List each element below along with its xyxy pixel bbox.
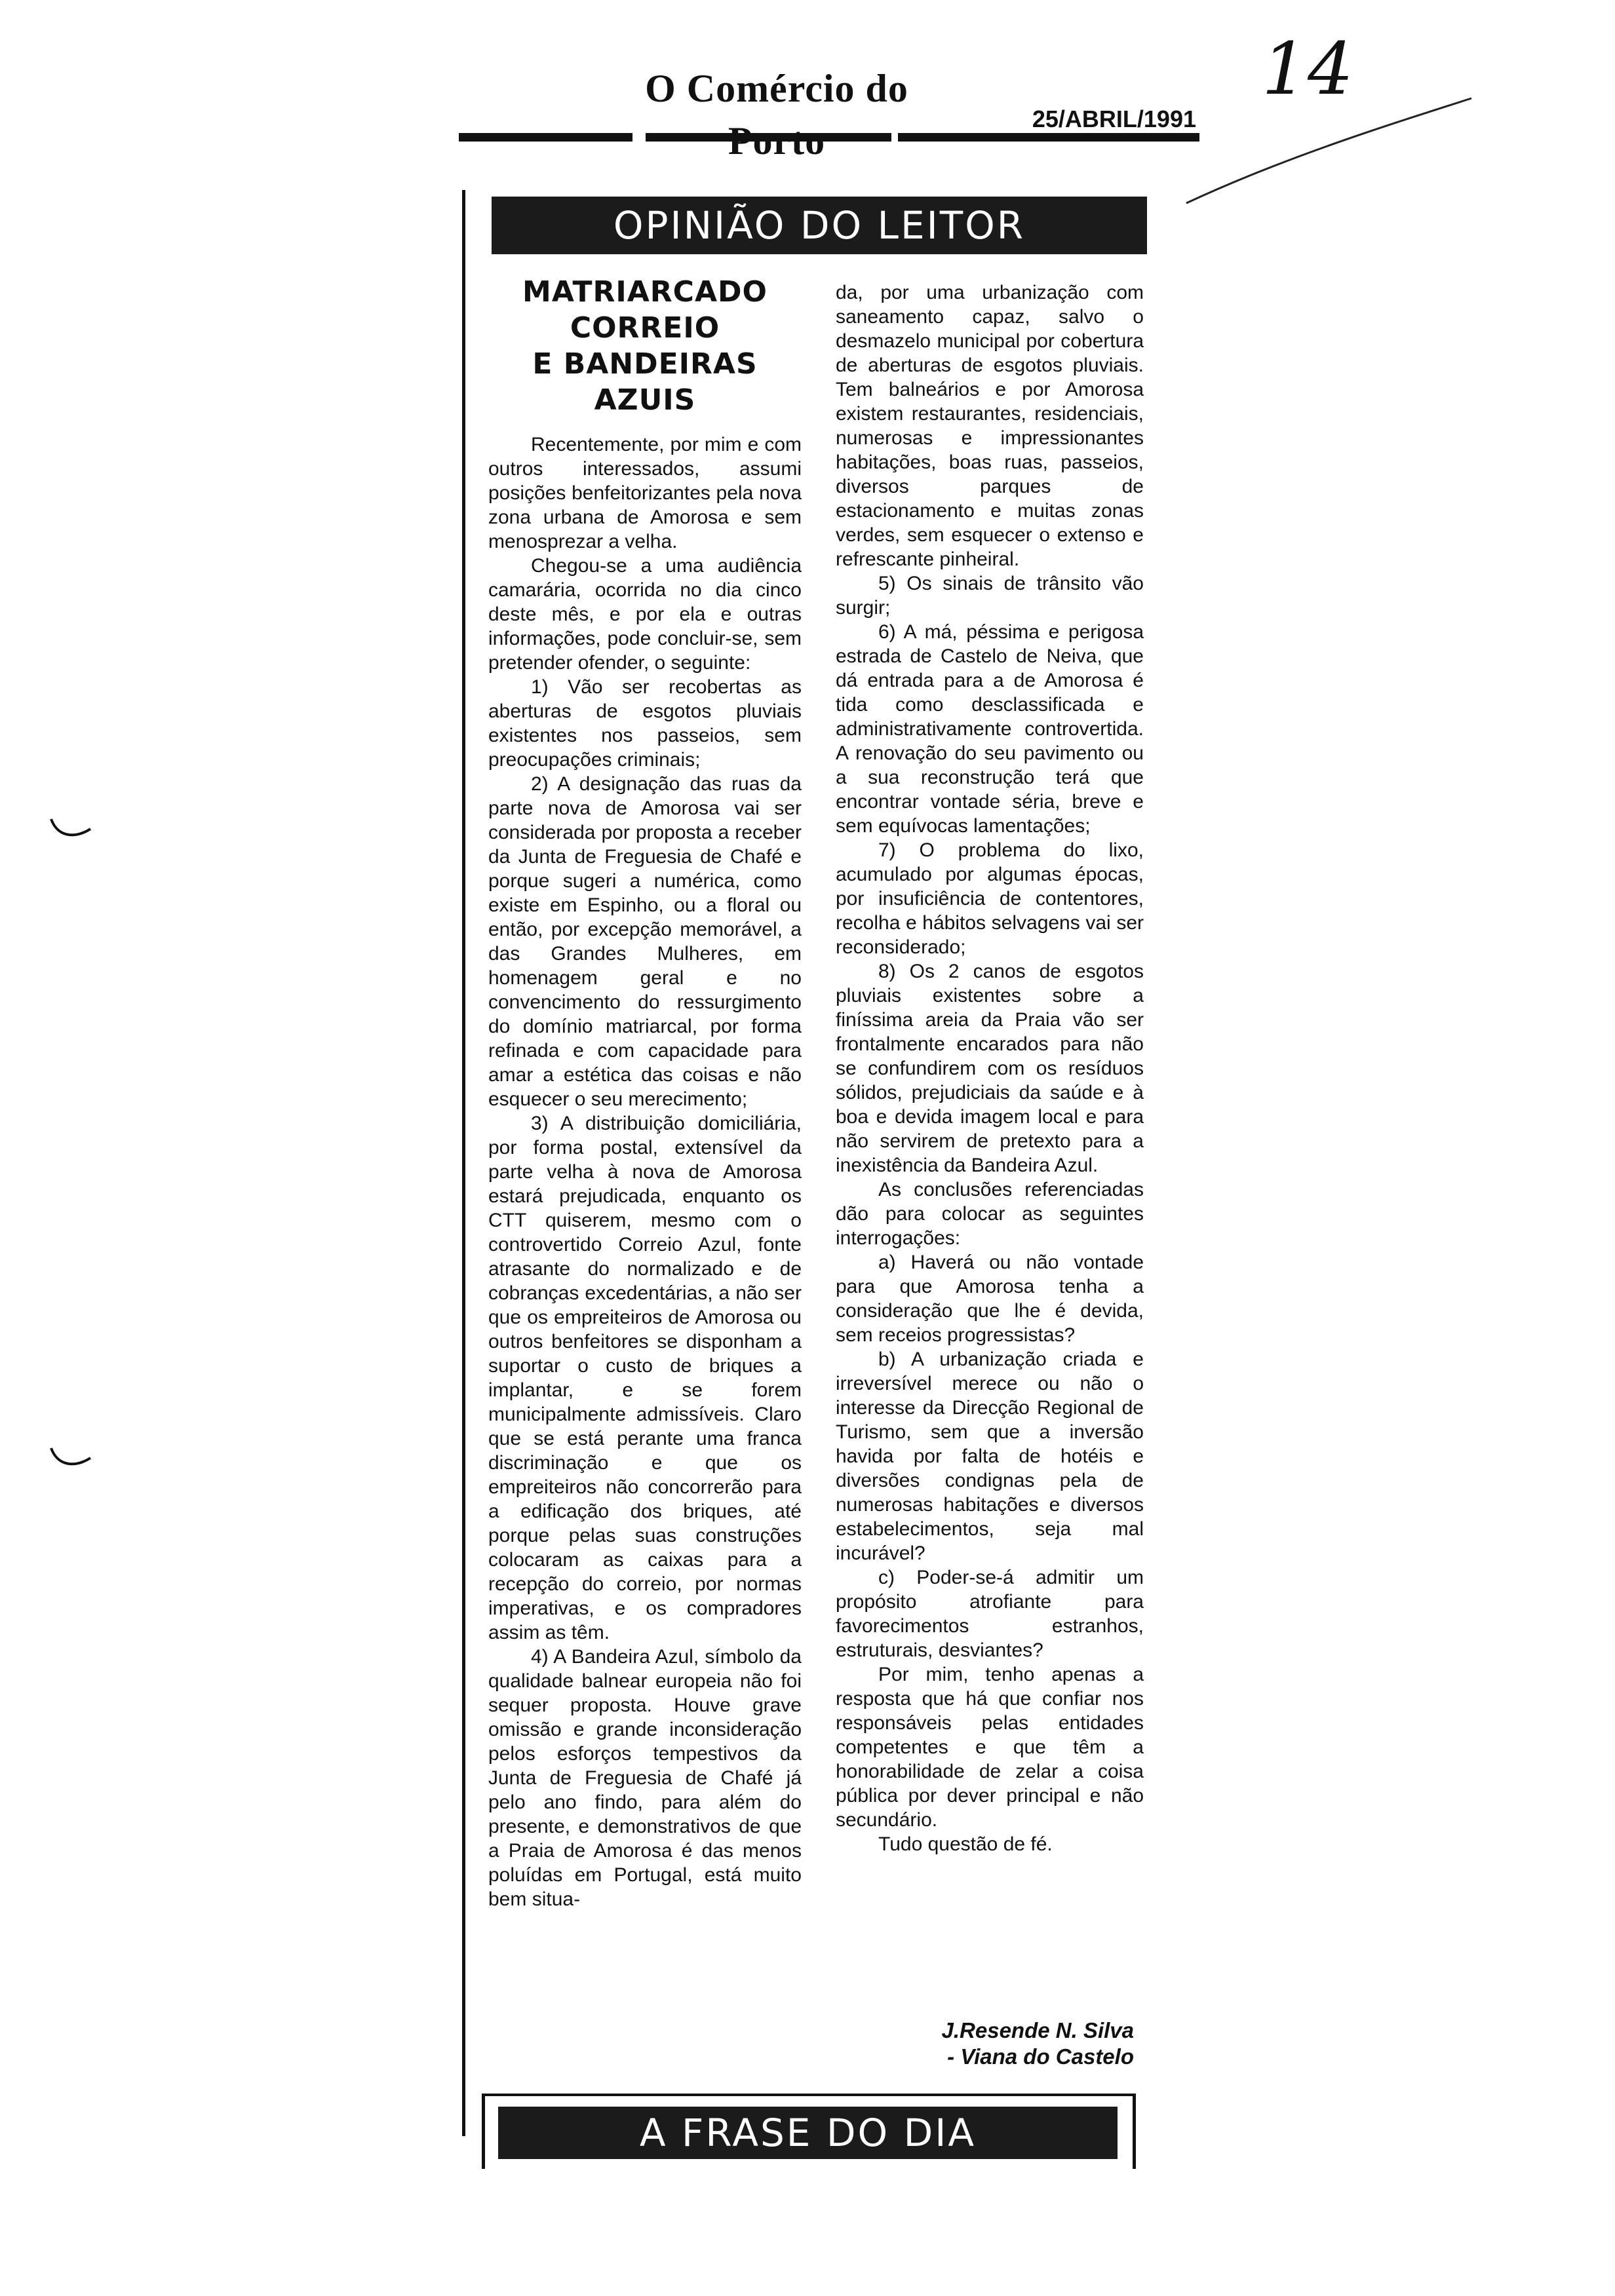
bottom-section-banner: A FRASE DO DIA [498, 2107, 1118, 2159]
article-column-right [836, 280, 1144, 1856]
article-paragraph: 3) A distribuição domiciliária, por forma postal, extensível da parte velha à nova de Amorosa estará prejudicada, enquanto os CTT quiserem, mesmo com o controvertido Correio Azul, fonte atrasante do normalizado e de cobranças excedentárias, a não ser que os empreiteiros de Amorosa ou outros benfeitores se disponham a suportar o custo de briques a implantar, e se forem municipalmente admissíveis. Claro que se está perante uma franca discriminação e que os empreiteiros não concorrerão para a edificação dos briques, até porque pelas suas construções colocaram as caixas para a recepção do correio, por normas imperativas, e os compradores assim as têm. [488, 1113, 802, 1643]
article-paragraph: 7) O problema do lixo, acumulado por algumas épocas, por insuficiência de contentores, recolha e hábitos selvagens vai ser reconsiderado; [836, 839, 1144, 958]
scan-mark [46, 1442, 98, 1474]
article-column-left [488, 274, 802, 1911]
article-paragraph: c) Poder-se-á admitir um propósito atrofiante para favorecimentos estranhos, estruturais, desviantes? [836, 1567, 1144, 1661]
article-paragraph: a) Haverá ou não vontade para que Amorosa tenha a consideração que lhe é devida, sem receios progressistas? [836, 1252, 1144, 1346]
bottom-frame-line-left [482, 2094, 485, 2169]
section-banner: OPINIÃO DO LEITOR [492, 197, 1147, 254]
article-paragraph-continued: da, por uma urbanização com saneamento capaz, salvo o desmazelo municipal por cobertura de aberturas de esgotos pluviais. Tem balneários e por Amorosa existem restaurantes, residenciais, numerosas e impressionantes habitações, boas ruas, passeios, diversos parques de estacionamento e muitas zonas verdes, sem esquecer o extenso e refrescante pinheiral. [836, 282, 1144, 570]
headline-line: MATRIARCADO [522, 275, 768, 309]
article-paragraph: 1) Vão ser recobertas as aberturas de esgotos pluviais existentes nos passeios, sem preocupações criminais; [488, 676, 802, 771]
headline-line: AZUIS [594, 383, 696, 417]
author-location: - Viana do Castelo [947, 2044, 1134, 2069]
article-paragraph: Por mim, tenho apenas a resposta que há que confiar nos responsáveis pelas entidades competentes e que têm a honorabilidade de zelar a coisa pública por dever principal e não secundário. [836, 1664, 1144, 1831]
masthead-rule-center [646, 133, 891, 142]
handwritten-stroke [1114, 85, 1481, 216]
article-paragraph: As conclusões referenciadas dão para colocar as seguintes interrogações: [836, 1179, 1144, 1249]
bottom-frame-line-top [482, 2094, 1136, 2096]
article-paragraph: 4) A Bandeira Azul, símbolo da qualidade balnear europeia não foi sequer proposta. Houve grave omissão e grande inconsideração pelos esforços tempestivos da Junta de Freguesia de Chafé já pelo ano findo, para além do presente, e demonstrativos de que a Praia de Amorosa é das menos poluídas em Portugal, está muito bem situa- [488, 1646, 802, 1910]
article-paragraph: 8) Os 2 canos de esgotos pluviais existentes sobre a finíssima areia da Praia vão ser frontalmente encarados para não se confundirem com os resíduos sólidos, prejudiciais da saúde e à boa e devida imagem local e para não servirem de pretexto para a inexistência da Bandeira Azul. [836, 961, 1144, 1176]
masthead-rule-left [459, 133, 632, 142]
headline-line: CORREIO [570, 311, 720, 345]
article-paragraph: 5) Os sinais de trânsito vão surgir; [836, 573, 1144, 619]
scan-mark [46, 813, 98, 845]
article-paragraph: 2) A designação das ruas da parte nova de Amorosa vai ser considerada por proposta a receber da Junta de Freguesia de Chafé e porque sugeri a numérica, como existe em Espinho, ou a floral ou então, por excepção memorável, a das Grandes Mulheres, em homenagem geral e no convencimento do ressurgimento do domínio matriarcal, por forma refinada e com capacidade para amar a estética das coisas e não esquecer o seu merecimento; [488, 773, 802, 1110]
article-paragraph: 6) A má, péssima e perigosa estrada de Castelo de Neiva, que dá entrada para a de Amorosa é tida como desclassificada e administrativamente controvertida. A renovação do seu pavimento ou a sua reconstrução terá que encontrar vontade séria, breve e sem equívocas lamentações; [836, 621, 1144, 837]
article-paragraph: Tudo questão de fé. [878, 1833, 1053, 1855]
article-frame-line [462, 190, 465, 2136]
article-paragraph: Chegou-se a uma audiência camarária, ocorrida no dia cinco deste mês, e por ela e outras informações, pode concluir-se, sem pretender ofender, o seguinte: [488, 555, 802, 674]
headline-line: E BANDEIRAS [532, 347, 758, 381]
bottom-frame-line-right [1133, 2094, 1136, 2169]
handwritten-page-note: 14 [1262, 27, 1353, 111]
author-name: J.Resende N. Silva [941, 2018, 1134, 2042]
article-headline [488, 274, 802, 418]
publication-date: 25/ABRIL/1991 [1032, 105, 1196, 132]
article-paragraph: Recentemente, por mim e com outros interessados, assumi posições benfeitorizantes pela nova zona urbana de Amorosa e sem menosprezar a velha. [488, 434, 802, 552]
newspaper-masthead: O Comércio do [645, 67, 908, 110]
article-paragraph: b) A urbanização criada e irreversível merece ou não o interesse da Direcção Regional de Turismo, sem que a inversão havida por falta de hotéis e diversões condignas pela de numerosas habitações e diversos estabelecimentos, seja mal incurável? [836, 1349, 1144, 1564]
